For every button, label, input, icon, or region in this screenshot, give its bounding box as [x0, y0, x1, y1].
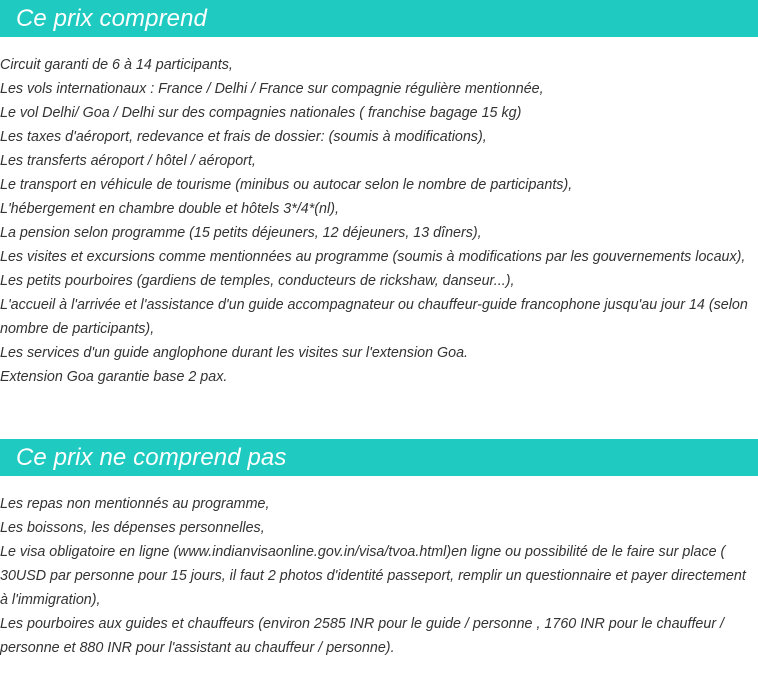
- included-list: [0, 53, 756, 389]
- list-item: La pension selon programme (15 petits déjeuners, 12 déjeuners, 13 dîners),: [0, 225, 482, 241]
- list-item: Les transferts aéroport / hôtel / aéroport,: [0, 153, 256, 169]
- list-item: Les petits pourboires (gardiens de temples, conducteurs de rickshaw, danseur...),: [0, 273, 515, 289]
- list-item: Le visa obligatoire en ligne (www.indianvisaonline.gov.in/visa/tvoa.html)en ligne ou possibilité de le faire sur place ( 30USD par personne pour 15 jours, il faut 2 photos d'identité passeport, remplir un questionnaire et payer directement à l'immigration),: [0, 544, 746, 608]
- included-section-title: Ce prix comprend: [0, 0, 758, 37]
- list-item: Extension Goa garantie base 2 pax.: [0, 369, 228, 385]
- excluded-list: [0, 492, 756, 660]
- list-item: L'hébergement en chambre double et hôtels 3*/4*(nl),: [0, 201, 339, 217]
- list-item: Circuit garanti de 6 à 14 participants,: [0, 57, 233, 73]
- list-item: Les services d'un guide anglophone durant les visites sur l'extension Goa.: [0, 345, 469, 361]
- list-item: Le transport en véhicule de tourisme (minibus ou autocar selon le nombre de participants),: [0, 177, 573, 193]
- list-item: L'accueil à l'arrivée et l'assistance d'un guide accompagnateur ou chauffeur-guide francophone jusqu'au jour 14 (selon nombre de participants),: [0, 297, 748, 337]
- list-item: Les visites et excursions comme mentionnées au programme (soumis à modifications par les gouvernements locaux),: [0, 249, 746, 265]
- list-item: Le vol Delhi/ Goa / Delhi sur des compagnies nationales ( franchise bagage 15 kg): [0, 105, 522, 121]
- list-item: Les vols internationaux : France / Delhi / France sur compagnie régulière mentionnée,: [0, 81, 544, 97]
- excluded-section-title: Ce prix ne comprend pas: [0, 439, 758, 476]
- list-item: Les pourboires aux guides et chauffeurs (environ 2585 INR pour le guide / personne , 1760 INR pour le chauffeur / personne et 880 INR pour l'assistant au chauffeur / personne).: [0, 616, 725, 656]
- list-item: Les boissons, les dépenses personnelles,: [0, 520, 265, 536]
- list-item: Les taxes d'aéroport, redevance et frais de dossier: (soumis à modifications),: [0, 129, 487, 145]
- list-item: Les repas non mentionnés au programme,: [0, 496, 270, 512]
